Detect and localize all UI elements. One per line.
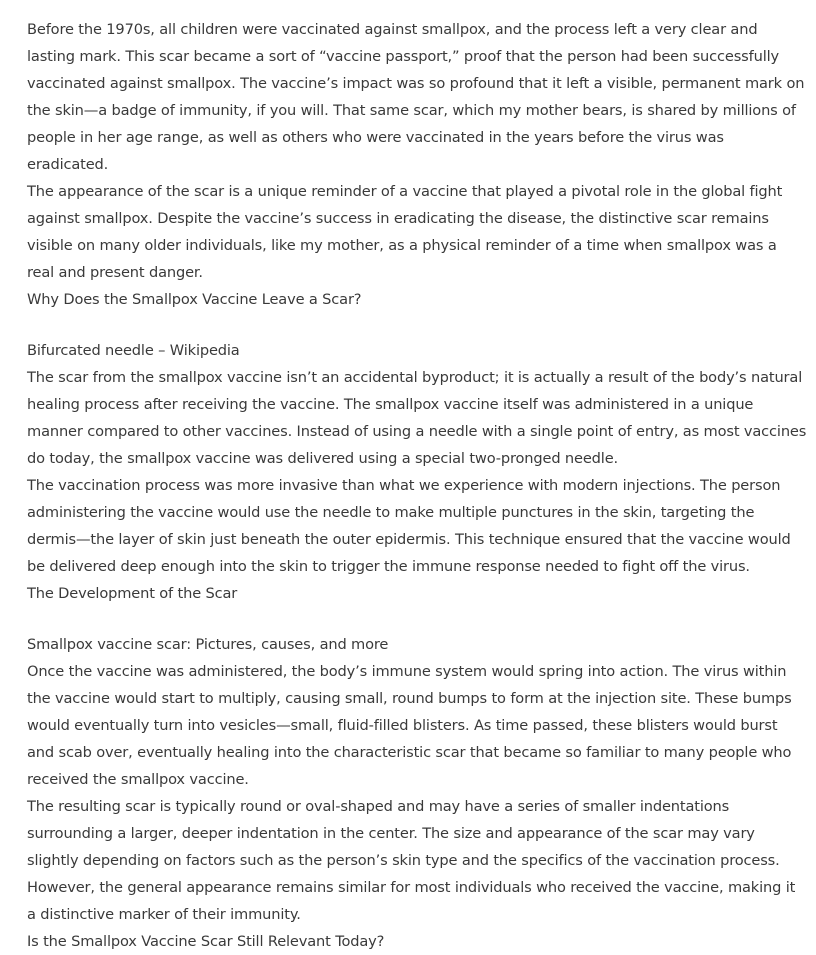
paragraph-appearance: The appearance of the scar is a unique reminder of a vaccine that played a pivotal role in the global fight against smallpox. Despite the vaccine’s success in eradicating the disease, the distinctive scar remains visible on many older individuals, like my mother, as a physical reminder of a time when smallpox was a real and present danger. [27, 183, 783, 281]
paragraph-immune-response: Once the vaccine was administered, the body’s immune system would spring into action. The virus within the vaccine would start to multiply, causing small, round bumps to form at the injection site. These bumps would eventually turn into vesicles—small, fluid-filled blisters. As time passed, these blisters would burst and scab over, eventually healing into the characteristic scar that became so familiar to many people who received the smallpox vaccine. [27, 663, 792, 788]
image-caption-vaccine-scar: Smallpox vaccine scar: Pictures, causes, and more [27, 636, 389, 653]
paragraph-vaccination-process: The vaccination process was more invasive than what we experience with modern injections. The person administering the vaccine would use the needle to make multiple punctures in the skin, targeting the dermis—the layer of skin just beneath the outer epidermis. This technique ensured that the vaccine would be delivered deep enough into the skin to trigger the immune response needed to fight off the virus. [27, 477, 791, 575]
article-body [27, 16, 807, 955]
section-heading-why-scar: Why Does the Smallpox Vaccine Leave a Scar? [27, 291, 362, 308]
section-heading-development: The Development of the Scar [27, 585, 238, 602]
image-placeholder [27, 313, 807, 337]
image-caption-bifurcated-needle: Bifurcated needle – Wikipedia [27, 342, 240, 359]
paragraph-scar-shape: The resulting scar is typically round or oval-shaped and may have a series of smaller indentations surrounding a larger, deeper indentation in the center. The size and appearance of the scar may vary slightly depending on factors such as the person’s skin type and the specifics of the vaccination process. However, the general appearance remains similar for most individuals who received the vaccine, making it a distinctive marker of their immunity. [27, 798, 796, 923]
section-heading-relevance: Is the Smallpox Vaccine Scar Still Relevant Today? [27, 933, 385, 950]
paragraph-intro: Before the 1970s, all children were vaccinated against smallpox, and the process left a very clear and lasting mark. This scar became a sort of “vaccine passport,” proof that the person had been successfully vaccinated against smallpox. The vaccine’s impact was so profound that it left a visible, permanent mark on the skin—a badge of immunity, if you will. That same scar, which my mother bears, is shared by millions of people in her age range, as well as others who were vaccinated in the years before the virus was eradicated. [27, 21, 805, 173]
image-placeholder [27, 607, 807, 631]
paragraph-healing-process: The scar from the smallpox vaccine isn’t an accidental byproduct; it is actually a result of the body’s natural healing process after receiving the vaccine. The smallpox vaccine itself was administered in a unique manner compared to other vaccines. Instead of using a needle with a single point of entry, as most vaccines do today, the smallpox vaccine was delivered using a special two-pronged needle. [27, 369, 807, 467]
